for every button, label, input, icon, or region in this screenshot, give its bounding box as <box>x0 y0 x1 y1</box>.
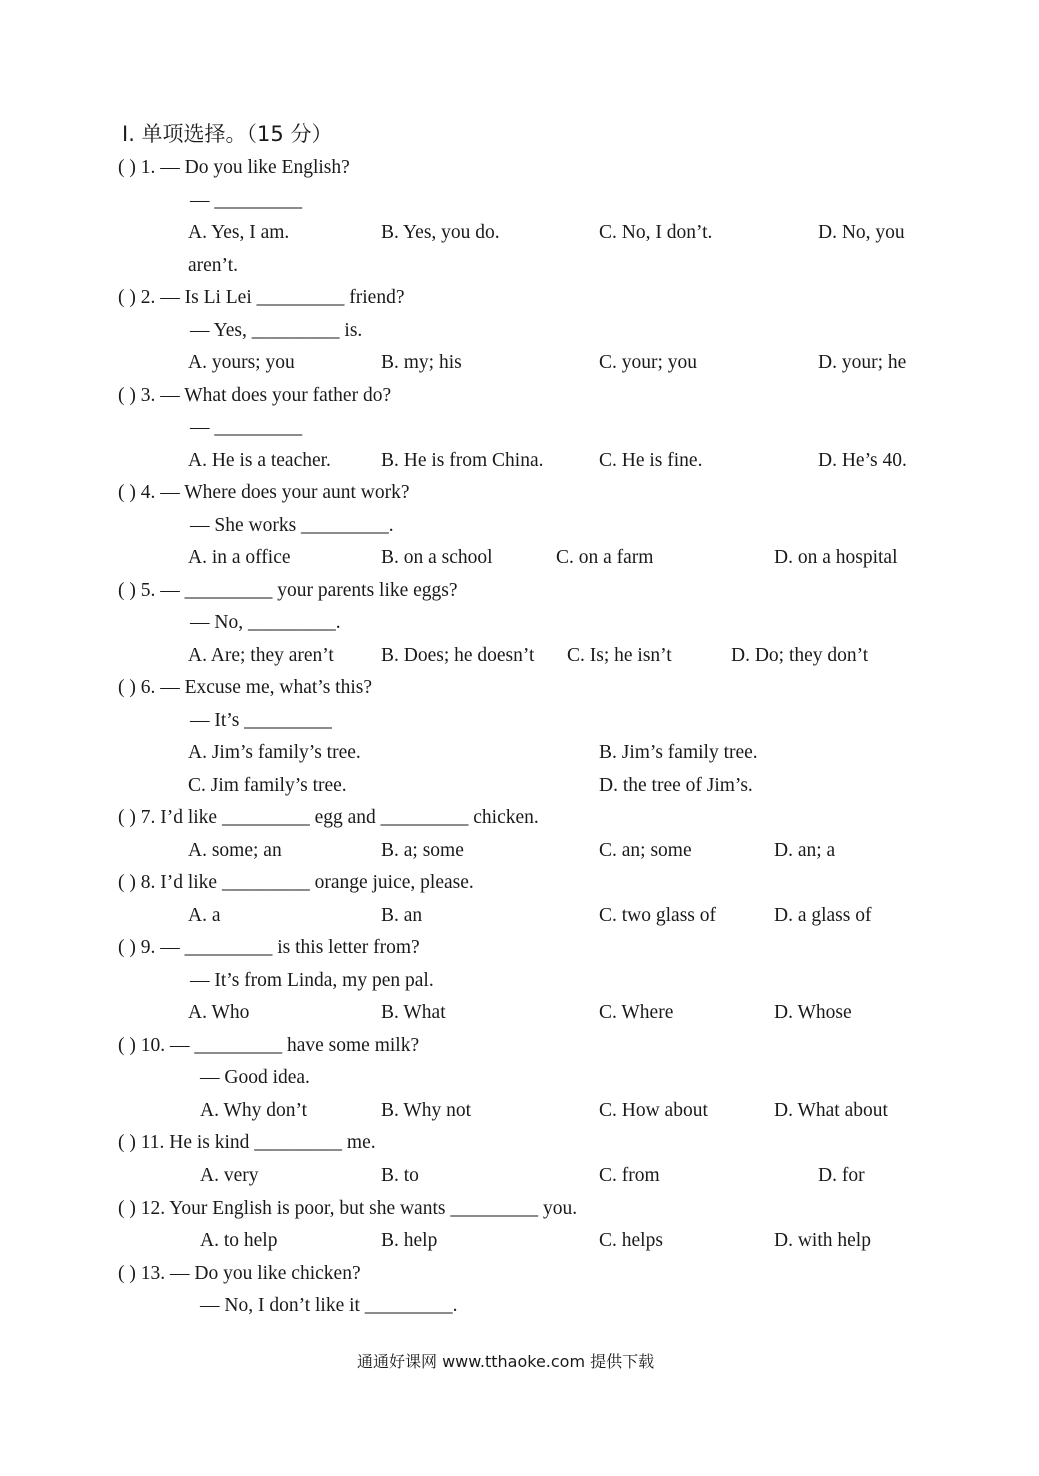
question-9-answer-line: — It’s from Linda, my pen pal. <box>190 970 434 991</box>
question-1-option-a: A. Yes, I am. <box>188 222 290 243</box>
question-4-option-b: B. on a school <box>381 547 493 568</box>
question-3-option-d: D. He’s 40. <box>818 450 907 471</box>
page-footer: 通通好课网 www.tthaoke.com 提供下载 <box>357 1352 655 1371</box>
question-8-option-c: C. two glass of <box>599 905 716 926</box>
question-12-stem: ( ) 12. Your English is poor, but she wants _________ you. <box>118 1198 578 1219</box>
question-2-stem: ( ) 2. — Is Li Lei _________ friend? <box>118 287 405 308</box>
question-11-stem: ( ) 11. He is kind _________ me. <box>118 1132 376 1153</box>
question-9-option-d: D. Whose <box>774 1002 852 1023</box>
question-10-stem: ( ) 10. — _________ have some milk? <box>118 1035 420 1056</box>
question-3-answer-line: — _________ <box>190 417 303 438</box>
question-2-option-c: C. your; you <box>599 352 698 373</box>
question-11-option-d: D. for <box>818 1165 865 1186</box>
question-6-option-b: B. Jim’s family tree. <box>599 742 758 763</box>
question-12-option-d: D. with help <box>774 1230 871 1251</box>
question-10-option-a: A. Why don’t <box>200 1100 308 1121</box>
question-11-option-b: B. to <box>381 1165 419 1186</box>
question-4-stem: ( ) 4. — Where does your aunt work? <box>118 482 410 503</box>
question-7-option-a: A. some; an <box>188 840 282 861</box>
question-10-answer-line: — Good idea. <box>200 1067 310 1088</box>
question-4-option-d: D. on a hospital <box>774 547 898 568</box>
question-4-option-a: A. in a office <box>188 547 291 568</box>
question-1-option-c: C. No, I don’t. <box>599 222 713 243</box>
question-8-option-d: D. a glass of <box>774 905 872 926</box>
question-13-stem: ( ) 13. — Do you like chicken? <box>118 1263 361 1284</box>
question-12-option-b: B. help <box>381 1230 438 1251</box>
question-5-answer-line: — No, _________. <box>190 612 341 633</box>
question-12-option-a: A. to help <box>200 1230 278 1251</box>
question-10-option-b: B. Why not <box>381 1100 472 1121</box>
question-9-option-b: B. What <box>381 1002 446 1023</box>
question-13-answer-line: — No, I don’t like it _________. <box>200 1295 458 1316</box>
question-7-option-b: B. a; some <box>381 840 464 861</box>
question-12-option-c: C. helps <box>599 1230 663 1251</box>
question-5-option-a: A. Are; they aren’t <box>188 645 334 666</box>
question-1-answer-line: — _________ <box>190 190 303 211</box>
question-8-option-b: B. an <box>381 905 423 926</box>
question-1-option-d-wrap: aren’t. <box>188 255 238 276</box>
question-2-option-d: D. your; he <box>818 352 907 373</box>
question-8-stem: ( ) 8. I’d like _________ orange juice, please. <box>118 872 474 893</box>
question-1-option-d: D. No, you <box>818 222 905 243</box>
question-4-answer-line: — She works _________. <box>190 515 394 536</box>
question-3-option-a: A. He is a teacher. <box>188 450 331 471</box>
question-7-option-c: C. an; some <box>599 840 692 861</box>
question-4-option-c: C. on a farm <box>556 547 654 568</box>
question-5-stem: ( ) 5. — _________ your parents like eggs? <box>118 580 458 601</box>
question-9-stem: ( ) 9. — _________ is this letter from? <box>118 937 420 958</box>
question-2-option-b: B. my; his <box>381 352 462 373</box>
question-5-option-c: C. Is; he isn’t <box>567 645 672 666</box>
question-7-option-d: D. an; a <box>774 840 836 861</box>
question-6-option-c: C. Jim family’s tree. <box>188 775 347 796</box>
question-1-stem: ( ) 1. — Do you like English? <box>118 157 350 178</box>
question-11-option-c: C. from <box>599 1165 660 1186</box>
question-2-option-a: A. yours; you <box>188 352 295 373</box>
question-9-option-c: C. Where <box>599 1002 674 1023</box>
question-10-option-d: D. What about <box>774 1100 888 1121</box>
question-6-option-d: D. the tree of Jim’s. <box>599 775 753 796</box>
question-6-stem: ( ) 6. — Excuse me, what’s this? <box>118 677 372 698</box>
question-5-option-d: D. Do; they don’t <box>731 645 869 666</box>
question-3-option-c: C. He is fine. <box>599 450 703 471</box>
question-8-option-a: A. a <box>188 905 221 926</box>
section-title: Ⅰ. 单项选择。（15 分） <box>122 122 333 146</box>
question-9-option-a: A. Who <box>188 1002 250 1023</box>
question-3-option-b: B. He is from China. <box>381 450 544 471</box>
question-2-answer-line: — Yes, _________ is. <box>190 320 363 341</box>
question-10-option-c: C. How about <box>599 1100 708 1121</box>
question-7-stem: ( ) 7. I’d like _________ egg and _________ chicken. <box>118 807 539 828</box>
question-6-answer-line: — It’s _________ <box>190 710 332 731</box>
question-11-option-a: A. very <box>200 1165 259 1186</box>
question-3-stem: ( ) 3. — What does your father do? <box>118 385 392 406</box>
question-5-option-b: B. Does; he doesn’t <box>381 645 535 666</box>
question-1-option-b: B. Yes, you do. <box>381 222 500 243</box>
question-6-option-a: A. Jim’s family’s tree. <box>188 742 361 763</box>
